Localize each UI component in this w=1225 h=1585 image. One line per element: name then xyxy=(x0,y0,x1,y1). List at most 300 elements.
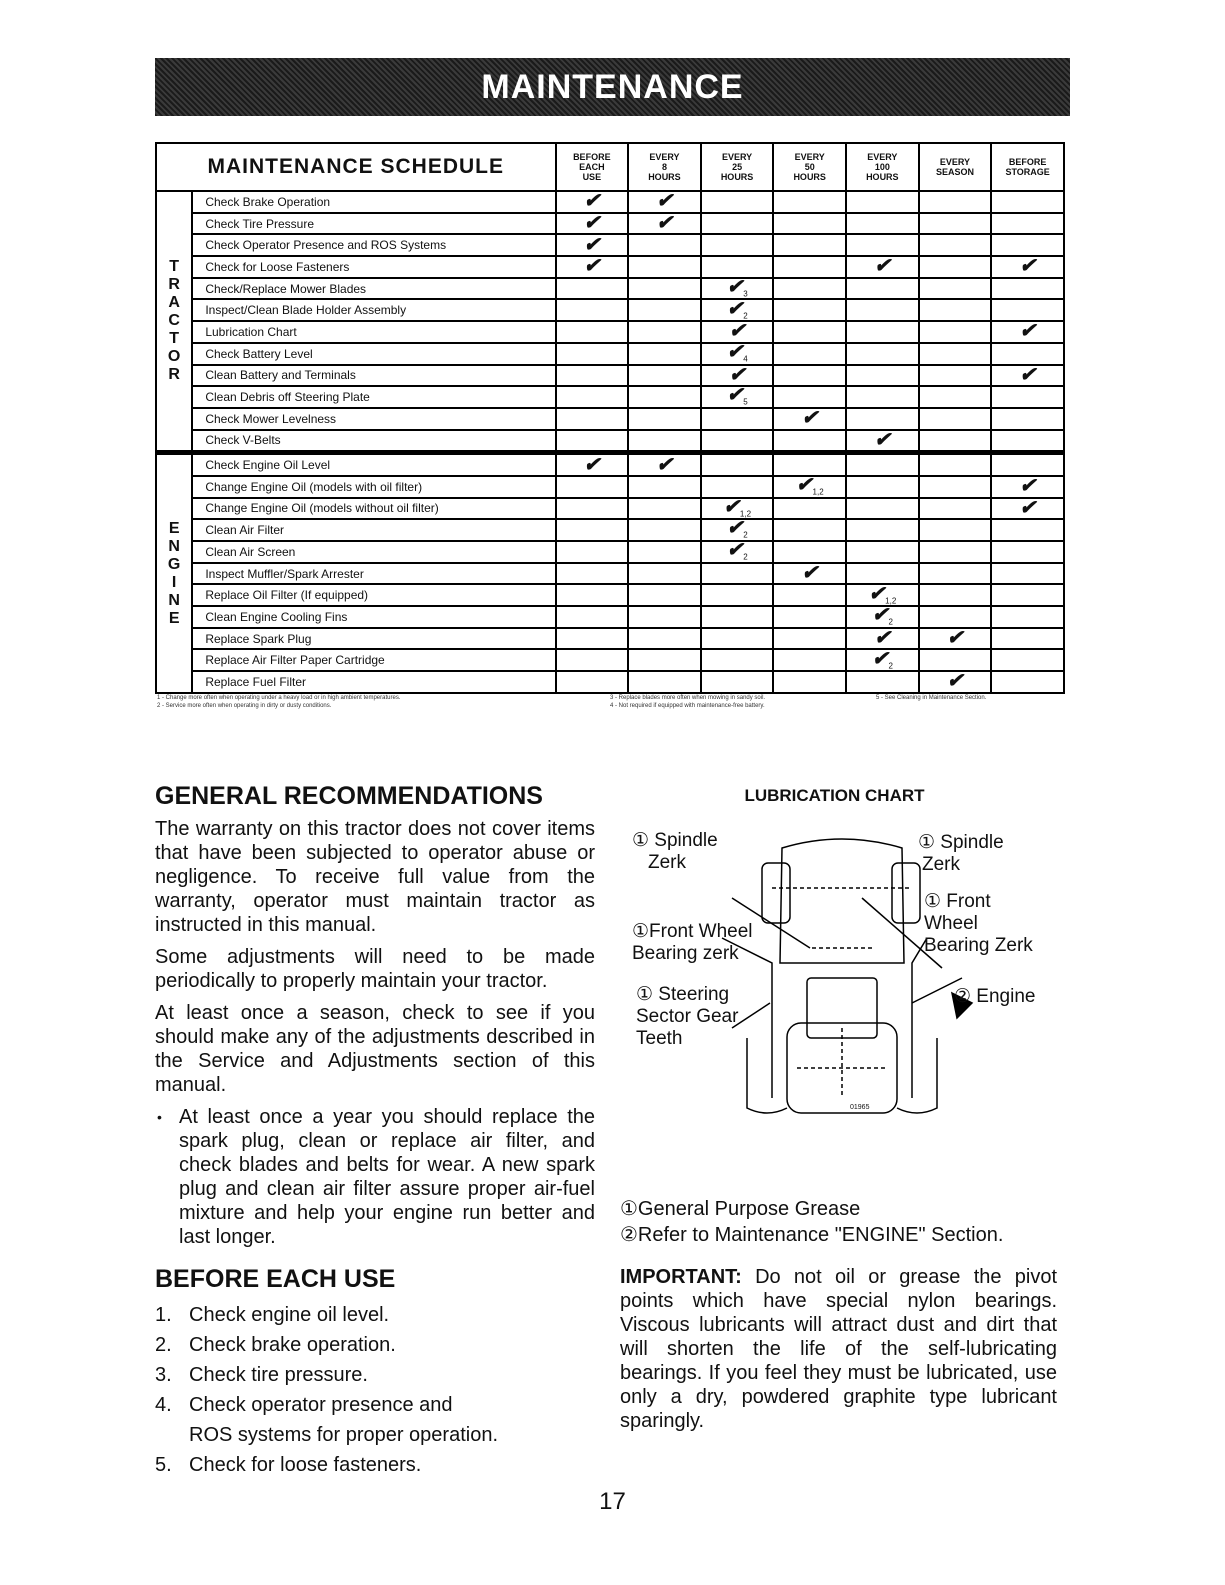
schedule-cell xyxy=(991,321,1064,343)
schedule-cell xyxy=(991,278,1064,300)
list-number: 4. xyxy=(155,1394,172,1416)
schedule-cell xyxy=(991,213,1064,235)
column-header-line: EVERY xyxy=(721,152,753,162)
schedule-cell xyxy=(991,408,1064,430)
label-front-right-3: Bearing Zerk xyxy=(924,935,1033,956)
schedule-cell xyxy=(556,278,629,300)
schedule-cell xyxy=(556,606,629,628)
schedule-row xyxy=(156,299,1064,321)
side-letter: R xyxy=(168,366,180,384)
schedule-task: Clean Air Filter xyxy=(192,519,555,541)
list-text: Check for loose fasteners. xyxy=(189,1454,422,1476)
schedule-cell xyxy=(919,430,992,453)
schedule-task: Check Engine Oil Level xyxy=(192,453,555,476)
schedule-cell xyxy=(556,498,629,520)
schedule-cell xyxy=(846,476,919,498)
schedule-row xyxy=(156,628,1064,650)
column-header-line: 100 xyxy=(874,162,890,172)
column-header-line: STORAGE xyxy=(1005,167,1050,177)
before-each-use-title: BEFORE EACH USE xyxy=(155,1265,396,1293)
schedule-cell xyxy=(773,430,846,453)
schedule-cell xyxy=(628,606,701,628)
schedule-cell xyxy=(919,671,992,693)
lubrication-section xyxy=(612,782,1057,806)
schedule-task: Replace Oil Filter (If equipped) xyxy=(192,584,555,606)
schedule-cell xyxy=(701,234,774,256)
schedule-cell xyxy=(628,256,701,278)
check-mark-icon: ✔ xyxy=(871,647,889,670)
schedule-cell xyxy=(846,606,919,628)
schedule-cell xyxy=(701,275,774,300)
schedule-cell xyxy=(846,453,919,476)
side-letter: T xyxy=(169,330,180,348)
important-text: Do not oil or grease the pivot points which have special nylon bearings. Viscous lubricants will attract dust and dirt that will shorten the life of the self-lubricating bearings. If you feel they must be lubricated, use only a dry, powdered graphite type lubricant sparingly. xyxy=(620,1266,1057,1432)
column-header-line: 25 xyxy=(732,162,743,172)
schedule-row xyxy=(156,191,1064,213)
schedule-cell xyxy=(628,386,701,408)
schedule-cell xyxy=(919,278,992,300)
schedule-column-header xyxy=(701,143,774,191)
check-mark-icon: ✔ xyxy=(726,297,744,320)
check-mark-icon: ✔ xyxy=(728,320,746,343)
schedule-cell xyxy=(773,191,846,213)
schedule-row xyxy=(156,453,1064,476)
list-text: Check brake operation. xyxy=(189,1334,396,1356)
check-mark-icon: ✔ xyxy=(726,517,744,540)
side-letter: R xyxy=(168,276,180,294)
schedule-cell xyxy=(846,408,919,430)
schedule-cell xyxy=(773,256,846,278)
schedule-cell xyxy=(919,453,992,476)
column-header-line: EVERY xyxy=(939,157,971,167)
schedule-cell xyxy=(556,256,629,278)
column-header-line: 50 xyxy=(804,162,815,172)
schedule-row xyxy=(156,278,1064,300)
schedule-cell xyxy=(628,213,701,235)
general-paragraph-2: Some adjustments will need to be made periodically to properly maintain your tractor. xyxy=(155,946,595,992)
schedule-row xyxy=(156,213,1064,235)
schedule-cell xyxy=(556,671,629,693)
schedule-cell xyxy=(556,386,629,408)
schedule-cell xyxy=(701,649,774,671)
schedule-row xyxy=(156,365,1064,387)
schedule-cell xyxy=(991,191,1064,213)
check-mark-icon: ✔ xyxy=(583,233,601,256)
check-mark-icon: ✔ xyxy=(656,453,673,476)
schedule-cell xyxy=(846,386,919,408)
engine-side-label xyxy=(156,453,192,693)
schedule-row xyxy=(156,541,1064,563)
list-item xyxy=(155,1300,595,1330)
check-mark-icon: ✔ xyxy=(868,582,886,605)
footnote-ref: 1,2 xyxy=(885,595,897,605)
schedule-task: Clean Air Screen xyxy=(192,541,555,563)
column-header-line: EACH xyxy=(579,162,605,172)
schedule-task: Replace Spark Plug xyxy=(192,628,555,650)
label-spindle-left: ① Spindle xyxy=(632,830,718,851)
footnote-3: 3 - Replace blades more often when mowing in sandy soil. xyxy=(610,695,766,701)
schedule-cell xyxy=(556,299,629,321)
list-text-continued: ROS systems for proper operation. xyxy=(189,1424,499,1446)
schedule-cell xyxy=(773,628,846,650)
schedule-cell xyxy=(556,234,629,256)
schedule-cell xyxy=(628,408,701,430)
schedule-cell xyxy=(628,430,701,453)
column-header-line: HOURS xyxy=(793,172,826,182)
check-mark-icon: ✔ xyxy=(726,275,744,298)
column-header-line: BEFORE xyxy=(573,152,611,162)
schedule-cell xyxy=(846,498,919,520)
schedule-task: Check for Loose Fasteners xyxy=(192,256,555,278)
schedule-cell xyxy=(919,343,992,365)
check-mark-icon: ✔ xyxy=(801,407,819,430)
schedule-cell xyxy=(628,365,701,387)
general-bullet: • At least once a year you should replace the spark plug, clean or replace air filter, and check blades and belts for wear. A new spark plug and clean air filter assure proper air-fuel mixture and help your engine run better and last longer. xyxy=(155,1105,595,1249)
schedule-cell xyxy=(846,671,919,693)
schedule-task: Check Brake Operation xyxy=(192,191,555,213)
check-mark-icon: ✔ xyxy=(1019,255,1037,278)
check-mark-icon: ✔ xyxy=(726,539,744,562)
footnote-ref: 2 xyxy=(743,530,748,540)
schedule-cell xyxy=(846,584,919,606)
schedule-cell xyxy=(556,628,629,650)
schedule-cell xyxy=(991,498,1064,520)
schedule-cell xyxy=(556,541,629,563)
schedule-cell xyxy=(919,563,992,585)
side-letter: N xyxy=(168,537,180,555)
check-mark-icon: ✔ xyxy=(656,190,673,213)
schedule-row xyxy=(156,584,1064,606)
schedule-task: Change Engine Oil (models with oil filter) xyxy=(192,476,555,498)
column-header-line: SEASON xyxy=(935,167,974,177)
schedule-cell xyxy=(919,365,992,387)
column-header-line: USE xyxy=(582,172,602,182)
schedule-cell xyxy=(991,343,1064,365)
check-mark-icon: ✔ xyxy=(583,212,601,235)
list-number: 1. xyxy=(155,1304,172,1326)
footnote-ref: 5 xyxy=(743,397,748,407)
schedule-cell xyxy=(846,299,919,321)
lubrication-chart-title: LUBRICATION CHART xyxy=(744,786,925,805)
schedule-cell xyxy=(991,649,1064,671)
schedule-column-header xyxy=(773,143,846,191)
schedule-cell xyxy=(773,649,846,671)
before-each-use-list xyxy=(155,1300,595,1480)
check-mark-icon: ✔ xyxy=(873,255,891,278)
schedule-cell xyxy=(701,386,774,408)
schedule-cell xyxy=(919,519,992,541)
check-mark-icon: ✔ xyxy=(795,474,813,497)
schedule-cell xyxy=(556,453,629,476)
schedule-cell xyxy=(991,584,1064,606)
schedule-cell xyxy=(919,476,992,498)
important-note xyxy=(620,1265,1057,1433)
schedule-task: Replace Fuel Filter xyxy=(192,671,555,693)
schedule-cell xyxy=(846,256,919,278)
schedule-cell xyxy=(773,343,846,365)
schedule-cell xyxy=(628,343,701,365)
schedule-task: Check Battery Level xyxy=(192,343,555,365)
schedule-cell xyxy=(846,213,919,235)
schedule-cell xyxy=(919,541,992,563)
list-number: 5. xyxy=(155,1454,172,1476)
schedule-cell xyxy=(773,541,846,563)
schedule-cell xyxy=(846,191,919,213)
list-item xyxy=(155,1360,595,1390)
schedule-cell xyxy=(991,430,1064,453)
schedule-cell xyxy=(919,256,992,278)
footnote-ref: 4 xyxy=(743,354,748,364)
schedule-cell xyxy=(773,498,846,520)
column-header-line: 8 xyxy=(661,162,667,172)
schedule-row xyxy=(156,343,1064,365)
schedule-cell xyxy=(773,606,846,628)
footnotes-mid xyxy=(610,694,765,710)
footnote-ref: 2 xyxy=(888,660,893,670)
schedule-row xyxy=(156,321,1064,343)
schedule-cell xyxy=(556,649,629,671)
schedule-cell xyxy=(846,649,919,671)
general-paragraph-1: The warranty on this tractor does not cover items that have been subjected to operator abuse or negligence. To receive full value from the warranty, operator must maintain tractor as instructed in this manual. xyxy=(155,818,595,936)
schedule-cell xyxy=(919,498,992,520)
schedule-task: Clean Battery and Terminals xyxy=(192,365,555,387)
schedule-cell xyxy=(991,386,1064,408)
schedule-cell xyxy=(991,234,1064,256)
schedule-cell xyxy=(991,299,1064,321)
column-header-line: EVERY xyxy=(867,152,898,162)
schedule-cell xyxy=(773,365,846,387)
schedule-task: Change Engine Oil (models without oil filter) xyxy=(192,498,555,520)
general-recommendations-section xyxy=(155,782,595,1480)
schedule-row xyxy=(156,563,1064,585)
schedule-task: Check Operator Presence and ROS Systems xyxy=(192,234,555,256)
schedule-cell xyxy=(628,278,701,300)
schedule-cell xyxy=(628,563,701,585)
general-paragraph-3: At least once a season, check to see if you should make any of the adjustments described in the Service and Adjustments section of this manual. xyxy=(155,1002,595,1096)
schedule-row xyxy=(156,498,1064,520)
schedule-cell xyxy=(701,299,774,321)
schedule-cell xyxy=(556,408,629,430)
schedule-cell xyxy=(556,430,629,453)
schedule-task: Replace Air Filter Paper Cartridge xyxy=(192,649,555,671)
schedule-cell xyxy=(919,584,992,606)
footnote-ref: 2 xyxy=(743,310,748,320)
schedule-cell xyxy=(991,256,1064,278)
schedule-cell xyxy=(628,519,701,541)
schedule-cell xyxy=(701,671,774,693)
schedule-cell xyxy=(846,628,919,650)
footnotes-right xyxy=(876,694,986,702)
label-spindle-right: ① Spindle xyxy=(918,832,1004,853)
schedule-cell xyxy=(991,519,1064,541)
schedule-cell xyxy=(846,430,919,453)
check-mark-icon: ✔ xyxy=(801,562,819,585)
schedule-cell xyxy=(846,365,919,387)
schedule-cell xyxy=(701,476,774,498)
label-zerk-right: Zerk xyxy=(922,854,960,875)
schedule-column-header xyxy=(846,143,919,191)
schedule-cell xyxy=(773,519,846,541)
schedule-cell xyxy=(701,606,774,628)
schedule-cell xyxy=(628,191,701,213)
schedule-cell xyxy=(701,628,774,650)
list-text: Check operator presence and xyxy=(189,1394,453,1416)
illustration-code: 01965 xyxy=(850,1104,870,1111)
schedule-cell xyxy=(846,519,919,541)
check-mark-icon: ✔ xyxy=(723,495,740,518)
schedule-task: Check Mower Levelness xyxy=(192,408,555,430)
schedule-task: Check/Replace Mower Blades xyxy=(192,278,555,300)
check-mark-icon: ✔ xyxy=(871,604,889,627)
schedule-cell xyxy=(991,563,1064,585)
page-number: 17 xyxy=(599,1488,626,1515)
schedule-cell xyxy=(773,234,846,256)
label-zerk-left: Zerk xyxy=(648,852,686,873)
column-header-line: BEFORE xyxy=(1008,157,1047,167)
list-text: Check tire pressure. xyxy=(189,1364,368,1386)
schedule-cell xyxy=(628,498,701,520)
schedule-cell xyxy=(628,234,701,256)
schedule-cell xyxy=(628,628,701,650)
legend-general-grease: ①General Purpose Grease xyxy=(620,1198,861,1220)
label-front-wheel-left-1: ①Front Wheel xyxy=(632,921,753,942)
schedule-task: Inspect/Clean Blade Holder Assembly xyxy=(192,299,555,321)
general-recommendations-title: GENERAL RECOMMENDATIONS xyxy=(155,782,543,810)
check-mark-icon: ✔ xyxy=(946,670,964,693)
footnote-ref: 2 xyxy=(743,552,748,562)
schedule-cell xyxy=(919,299,992,321)
schedule-cell xyxy=(991,671,1064,693)
check-mark-icon: ✔ xyxy=(583,190,601,213)
schedule-cell xyxy=(701,408,774,430)
schedule-cell xyxy=(701,519,774,541)
list-item xyxy=(155,1330,595,1360)
schedule-title: MAINTENANCE SCHEDULE xyxy=(156,143,556,191)
column-header-line: HOURS xyxy=(720,172,754,182)
schedule-cell xyxy=(846,541,919,563)
schedule-cell xyxy=(556,563,629,585)
schedule-row xyxy=(156,256,1064,278)
lubrication-legend xyxy=(620,1196,1003,1248)
schedule-cell xyxy=(701,563,774,585)
schedule-cell xyxy=(773,213,846,235)
check-mark-icon: ✔ xyxy=(1019,475,1037,498)
schedule-cell xyxy=(556,191,629,213)
schedule-row xyxy=(156,234,1064,256)
schedule-cell xyxy=(773,476,846,498)
schedule-cell xyxy=(701,321,774,343)
side-letter: O xyxy=(167,348,181,366)
schedule-cell xyxy=(556,321,629,343)
check-mark-icon: ✔ xyxy=(583,453,601,476)
schedule-cell xyxy=(628,476,701,498)
schedule-task: Clean Engine Cooling Fins xyxy=(192,606,555,628)
schedule-column-header xyxy=(919,143,992,191)
schedule-cell xyxy=(701,365,774,387)
side-letter: E xyxy=(168,609,180,627)
tractor-side-label xyxy=(156,191,192,453)
side-letter: T xyxy=(169,258,180,276)
banner-title: MAINTENANCE xyxy=(481,67,744,106)
schedule-cell xyxy=(773,321,846,343)
schedule-cell xyxy=(773,386,846,408)
schedule-cell xyxy=(919,234,992,256)
important-label: IMPORTANT: xyxy=(620,1266,742,1288)
legend-refer-engine: ②Refer to Maintenance "ENGINE" Section. xyxy=(620,1224,1004,1246)
schedule-cell xyxy=(991,453,1064,476)
schedule-row xyxy=(156,519,1064,541)
schedule-cell xyxy=(773,671,846,693)
schedule-task: Lubrication Chart xyxy=(192,321,555,343)
schedule-cell xyxy=(773,408,846,430)
schedule-cell xyxy=(846,321,919,343)
list-number: 3. xyxy=(155,1364,172,1386)
schedule-cell xyxy=(628,299,701,321)
column-header-line: EVERY xyxy=(794,152,825,162)
schedule-cell xyxy=(991,628,1064,650)
schedule-task: Check V-Belts xyxy=(192,430,555,453)
schedule-cell xyxy=(991,541,1064,563)
list-item xyxy=(155,1390,595,1450)
schedule-cell xyxy=(556,343,629,365)
schedule-cell xyxy=(701,191,774,213)
schedule-cell xyxy=(919,408,992,430)
side-letter: I xyxy=(171,573,177,591)
schedule-task: Check Tire Pressure xyxy=(192,213,555,235)
schedule-row xyxy=(156,606,1064,628)
schedule-cell xyxy=(701,453,774,476)
maintenance-banner xyxy=(155,58,1070,116)
schedule-cell xyxy=(773,563,846,585)
schedule-cell xyxy=(701,495,774,520)
check-mark-icon: ✔ xyxy=(1019,320,1037,343)
schedule-column-header xyxy=(991,143,1064,191)
schedule-cell xyxy=(556,476,629,498)
schedule-cell xyxy=(628,321,701,343)
side-letter: N xyxy=(168,591,180,609)
schedule-cell xyxy=(556,584,629,606)
footnote-ref: 1,2 xyxy=(812,487,824,497)
schedule-cell xyxy=(846,278,919,300)
schedule-row xyxy=(156,386,1064,408)
check-mark-icon: ✔ xyxy=(873,627,891,650)
label-steering-1: ① Steering xyxy=(636,984,730,1005)
schedule-cell xyxy=(773,584,846,606)
label-front-right-1: ① Front xyxy=(924,891,991,912)
schedule-cell xyxy=(919,213,992,235)
maintenance-schedule-table xyxy=(155,142,1065,694)
schedule-task: Inspect Muffler/Spark Arrester xyxy=(192,563,555,585)
schedule-cell xyxy=(991,606,1064,628)
footnote-4: 4 - Not required if equipped with maintenance-free battery. xyxy=(610,703,765,709)
schedule-row xyxy=(156,671,1064,693)
footnote-1: 1 - Change more often when operating under a heavy load or in high ambient temperatures. xyxy=(157,695,401,701)
check-mark-icon: ✔ xyxy=(728,363,746,386)
schedule-cell xyxy=(846,343,919,365)
schedule-cell xyxy=(701,256,774,278)
list-item xyxy=(155,1450,595,1480)
schedule-cell xyxy=(773,299,846,321)
schedule-row xyxy=(156,649,1064,671)
footnote-5: 5 - See Cleaning in Maintenance Section. xyxy=(876,695,987,701)
label-front-wheel-left-2: Bearing zerk xyxy=(632,943,739,964)
schedule-cell xyxy=(991,365,1064,387)
list-number: 2. xyxy=(155,1334,172,1356)
footnote-2: 2 - Service more often when operating in dirty or dusty conditions. xyxy=(157,703,332,709)
schedule-cell xyxy=(991,476,1064,498)
check-mark-icon: ✔ xyxy=(1019,496,1037,519)
schedule-column-header xyxy=(556,143,629,191)
